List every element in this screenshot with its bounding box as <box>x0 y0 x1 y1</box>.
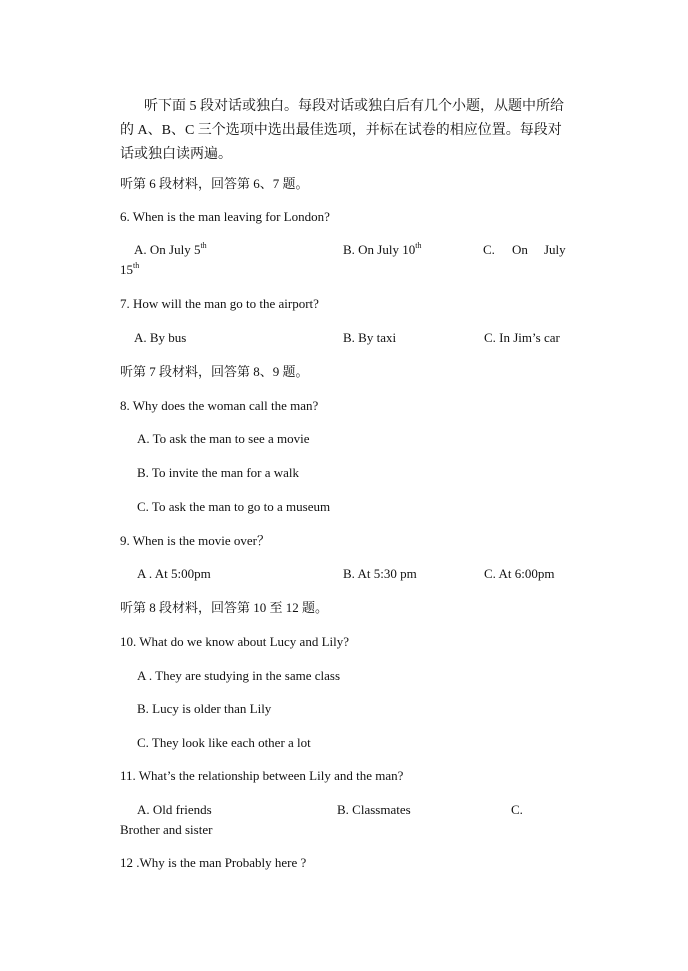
question-10-option-b: B. Lucy is older than Lily <box>137 701 272 716</box>
question-11-option-a: A. Old friends <box>137 802 212 817</box>
question-8-stem: 8. Why does the woman call the man? <box>120 398 319 413</box>
question-11-option-c-label: C. <box>511 802 523 817</box>
instructions-paragraph: 听下面 5 段对话或独白。每段对话或独白后有几个小题，从题中所给的 A、B、C 三个选项中选出最佳选项，并标在试卷的相应位置。每段对话或独白读两遍。 <box>120 99 564 162</box>
question-8-option-c: C. To ask the man to go to a museum <box>137 499 331 514</box>
question-7-stem: 7. How will the man go to the airport? <box>120 296 319 311</box>
question-8-option-b: B. To invite the man for a walk <box>137 465 300 480</box>
question-7-option-a: A. By bus <box>134 330 187 345</box>
section-8-heading: 听第 8 段材料，回答第 10 至 12 题。 <box>120 600 329 615</box>
question-6-option-c-continued: 15th <box>120 261 140 277</box>
question-9-option-b: B. At 5:30 pm <box>343 566 417 581</box>
question-7-option-b: B. By taxi <box>343 330 397 345</box>
question-12-stem: 12 .Why is the man Probably here ? <box>120 855 307 870</box>
question-7-option-c: C. In Jim’s car <box>484 330 560 345</box>
question-10-option-c: C. They look like each other a lot <box>137 735 311 750</box>
question-10-stem: 10. What do we know about Lucy and Lily? <box>120 634 350 649</box>
section-7-heading: 听第 7 段材料，回答第 8、9 题。 <box>120 364 309 379</box>
question-6-option-c-word-1: On <box>512 242 528 257</box>
question-9-stem: 9. When is the movie over？ <box>120 533 270 548</box>
question-9-option-c: C. At 6:00pm <box>484 566 555 581</box>
question-11-option-c-continued: Brother and sister <box>120 822 213 837</box>
question-8-option-a: A. To ask the man to see a movie <box>137 431 310 446</box>
question-6-option-a: A. On July 5th <box>134 241 207 257</box>
question-6-option-b: B. On July 10th <box>343 241 422 257</box>
question-9-option-a: A . At 5:00pm <box>137 566 211 581</box>
question-10-option-a: A . They are studying in the same class <box>137 668 341 683</box>
question-11-option-b: B. Classmates <box>337 802 411 817</box>
section-6-heading: 听第 6 段材料，回答第 6、7 题。 <box>120 176 309 191</box>
question-11-stem: 11. What’s the relationship between Lily and the man? <box>120 768 404 783</box>
question-6-option-c-label: C. <box>483 242 495 257</box>
question-6-stem: 6. When is the man leaving for London? <box>120 209 330 224</box>
question-6-option-c-word-2: July <box>544 242 566 257</box>
